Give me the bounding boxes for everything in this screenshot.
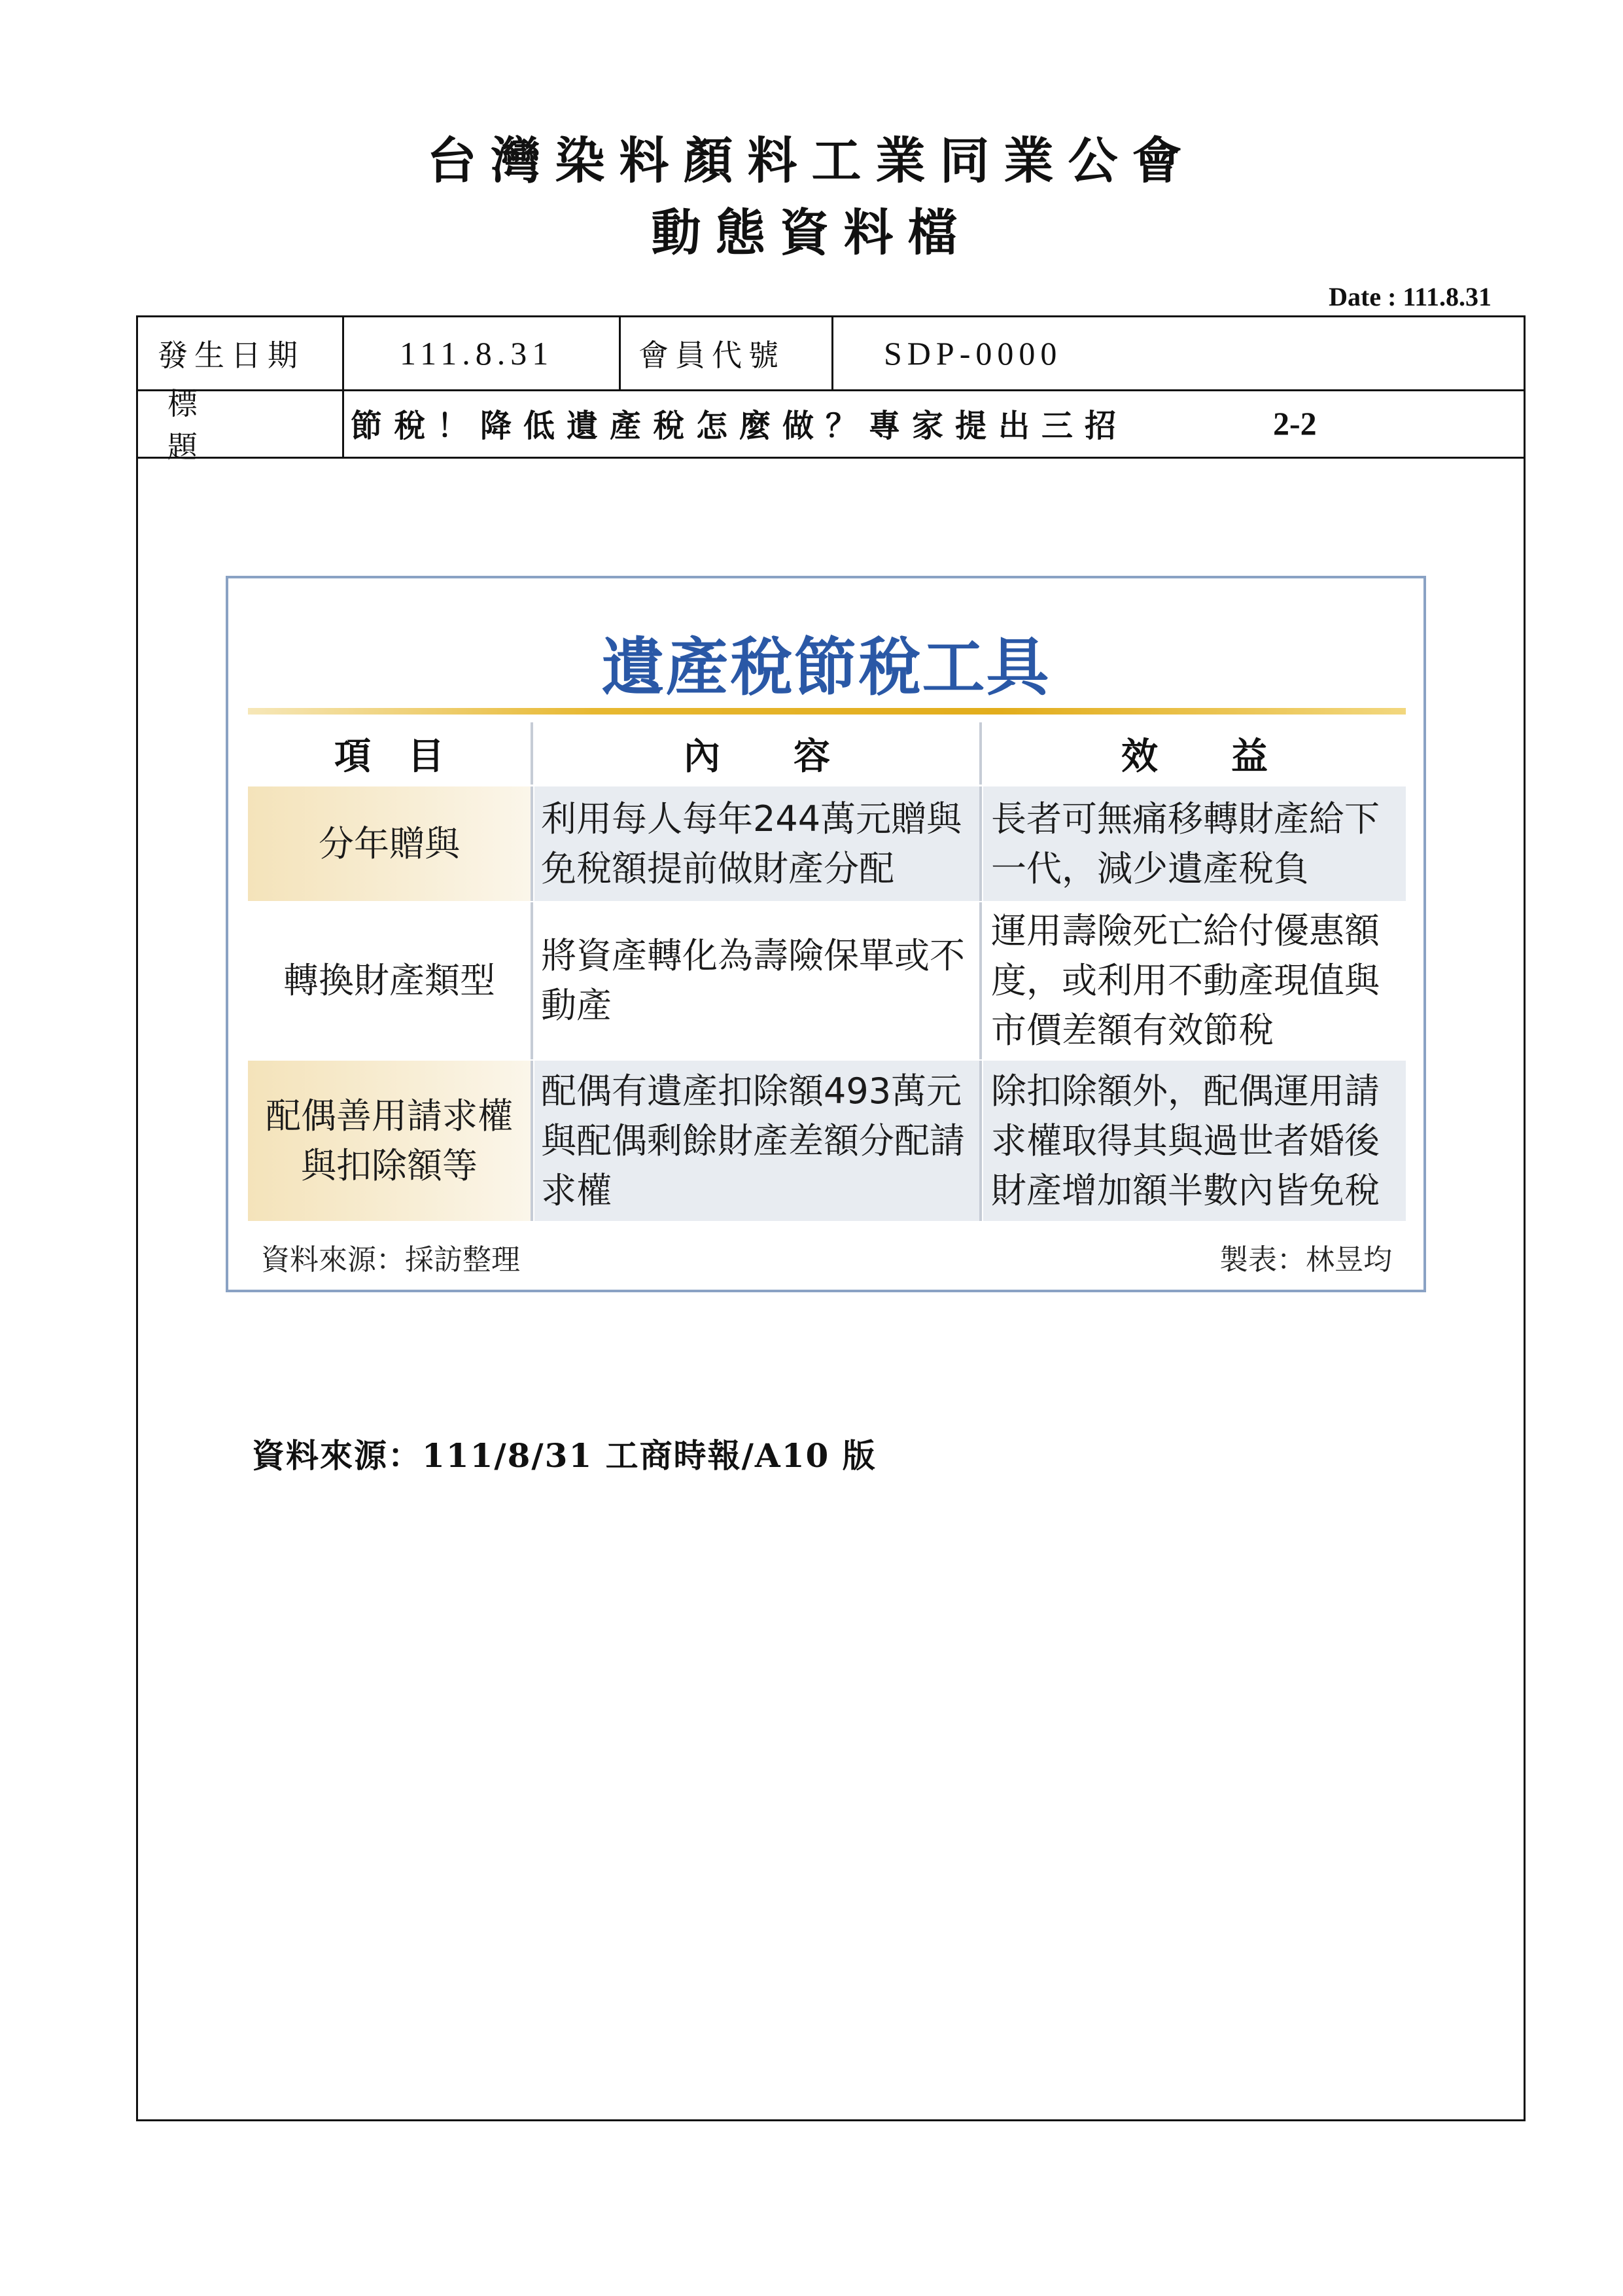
table-row [248, 786, 1406, 901]
header-content: 內 容 [684, 735, 830, 778]
inheritance-tax-infographic [226, 576, 1426, 1292]
table-row [248, 1061, 1406, 1221]
row-benefit: 長者可無痛移轉財產給下一代，減少遺產稅負 [983, 786, 1406, 901]
subject-label: 標 題 [167, 385, 306, 465]
document-date: Date : 111.8.31 [1329, 282, 1492, 311]
title-underline [248, 708, 1406, 715]
row-item: 配偶善用請求權與扣除額等 [248, 1061, 531, 1221]
row-benefit: 除扣除額外，配偶運用請求權取得其與過世者婚後財產增加額半數內皆免稅 [983, 1061, 1406, 1221]
row-benefit: 運用壽險死亡給付優惠額度，或利用不動產現值與市價差額有效節稅 [991, 910, 1380, 1051]
infographic-title: 遺產稅節稅工具 [601, 631, 1051, 704]
row-content: 配偶有遺產扣除額493萬元與配偶剩餘財產差額分配請求權 [534, 1061, 979, 1221]
news-source: 資料來源：111/8/31 工商時報/A10 版 [252, 1436, 877, 1475]
form-row-date [138, 317, 1524, 391]
occur-date-label: 發生日期 [158, 338, 304, 373]
subject-value: 節稅！降低遺產稅怎麼做？專家提出三招 [351, 408, 1128, 444]
row-item: 分年贈與 [248, 786, 531, 901]
infographic-source: 資料來源：採訪整理 [261, 1243, 520, 1277]
member-code-label: 會員代號 [638, 338, 785, 373]
table-row [248, 902, 1406, 1059]
header-benefit: 效 益 [1121, 735, 1268, 778]
doc-title: 動態資料檔 [651, 203, 972, 262]
row-item: 轉換財產類型 [283, 960, 495, 1001]
member-code-value: SDP-0000 [884, 335, 1062, 372]
form-row-subject [138, 385, 1524, 465]
row-content: 利用每人每年244萬元贈與免稅額提前做財產分配 [534, 786, 979, 901]
header-item: 項 目 [334, 735, 444, 778]
part-number: 2-2 [1273, 404, 1317, 442]
table-header [248, 722, 1406, 785]
occur-date-value: 111.8.31 [400, 335, 554, 372]
org-title: 台灣染料顏料工業同業公會 [427, 132, 1196, 190]
row-content: 將資產轉化為壽險保單或不動產 [541, 935, 965, 1026]
infographic-maker: 製表：林昱均 [1219, 1243, 1392, 1277]
